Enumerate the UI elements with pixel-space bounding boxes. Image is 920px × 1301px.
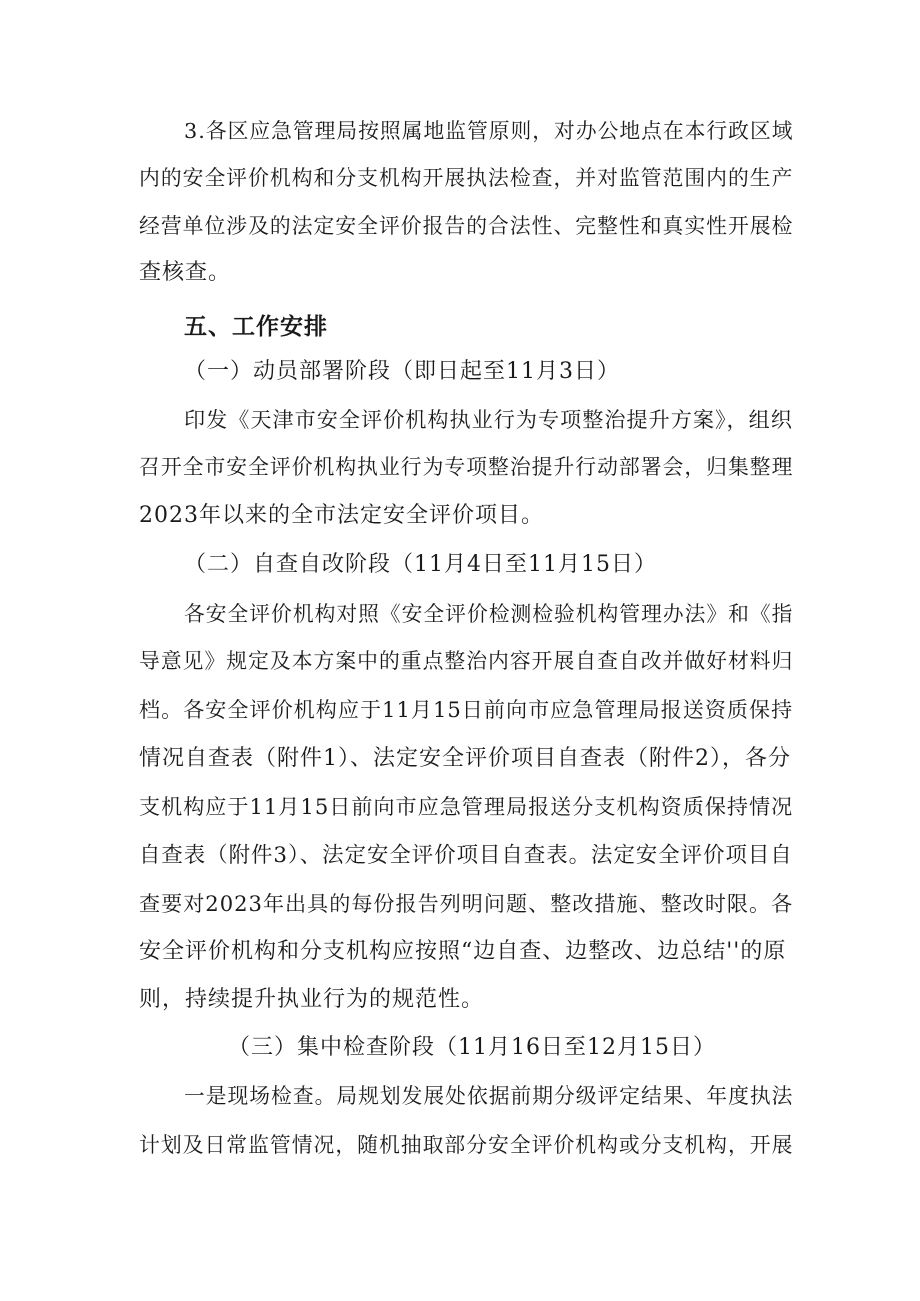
para-item3-line-1: 3.各区应急管理局按照属地监管原则，对办公地点在本行政区域 [184,119,794,143]
sub2-body-line-4: 情况自查表（附件1）、法定安全评价项目自查表（附件2），各分 [139,746,791,771]
para-item3-line-4: 查核查。 [139,260,232,285]
section-heading: 五、工作安排 [184,314,328,340]
sub1-heading: （一）动员部署阶段（即日起至11月3日） [184,359,620,384]
sub1-body-line-1: 印发《天津市安全评价机构执业行为专项整治提升方案》，组织 [184,407,793,432]
sub2-body-line-3: 档。各安全评价机构应于11月15日前向市应急管理局报送资质保持 [139,697,794,722]
sub3-heading: （三）集中检查阶段（11月16日至12月15日） [228,1035,716,1060]
sub2-body-line-8: 安全评价机构和分支机构应按照“边自查、边整改、边总结''的原 [139,939,787,964]
sub2-heading: （二）自查自改阶段（11月4日至11月15日） [184,552,657,577]
para-item3-line-2: 内的安全评价机构和分支机构开展执法检查，并对监管范围内的生产 [139,166,794,190]
sub2-body-line-1: 各安全评价机构对照《安全评价检测检验机构管理办法》和《指 [184,602,794,626]
sub2-body-line-6: 自查表（附件3）、法定安全评价项目自查表。法定安全评价项目自 [139,843,793,868]
sub3-body-line-2: 计划及日常监管情况，随机抽取部分安全评价机构或分支机构，开展 [139,1133,794,1157]
sub2-body-line-7: 查要对2023年出具的每份报告列明问题、整改措施、整改时限。各 [139,891,794,916]
sub1-body-line-2: 召开全市安全评价机构执业行为专项整治提升行动部署会，归集整理 [139,455,794,479]
sub1-body-line-3: 2023年以来的全市法定安全评价项目。 [139,503,544,528]
sub3-body-line-1: 一是现场检查。局规划发展处依据前期分级评定结果、年度执法 [184,1084,794,1108]
sub2-body-line-2: 导意见》规定及本方案中的重点整治内容开展自查自改并做好材料归 [139,649,794,673]
para-item3-line-3: 经营单位涉及的法定安全评价报告的合法性、完整性和真实性开展检 [139,214,794,238]
sub2-body-line-5: 支机构应于11月15日前向市应急管理局报送分支机构资质保持情况 [139,794,794,819]
sub2-body-line-9: 则，持续提升执业行为的规范性。 [139,987,485,1012]
